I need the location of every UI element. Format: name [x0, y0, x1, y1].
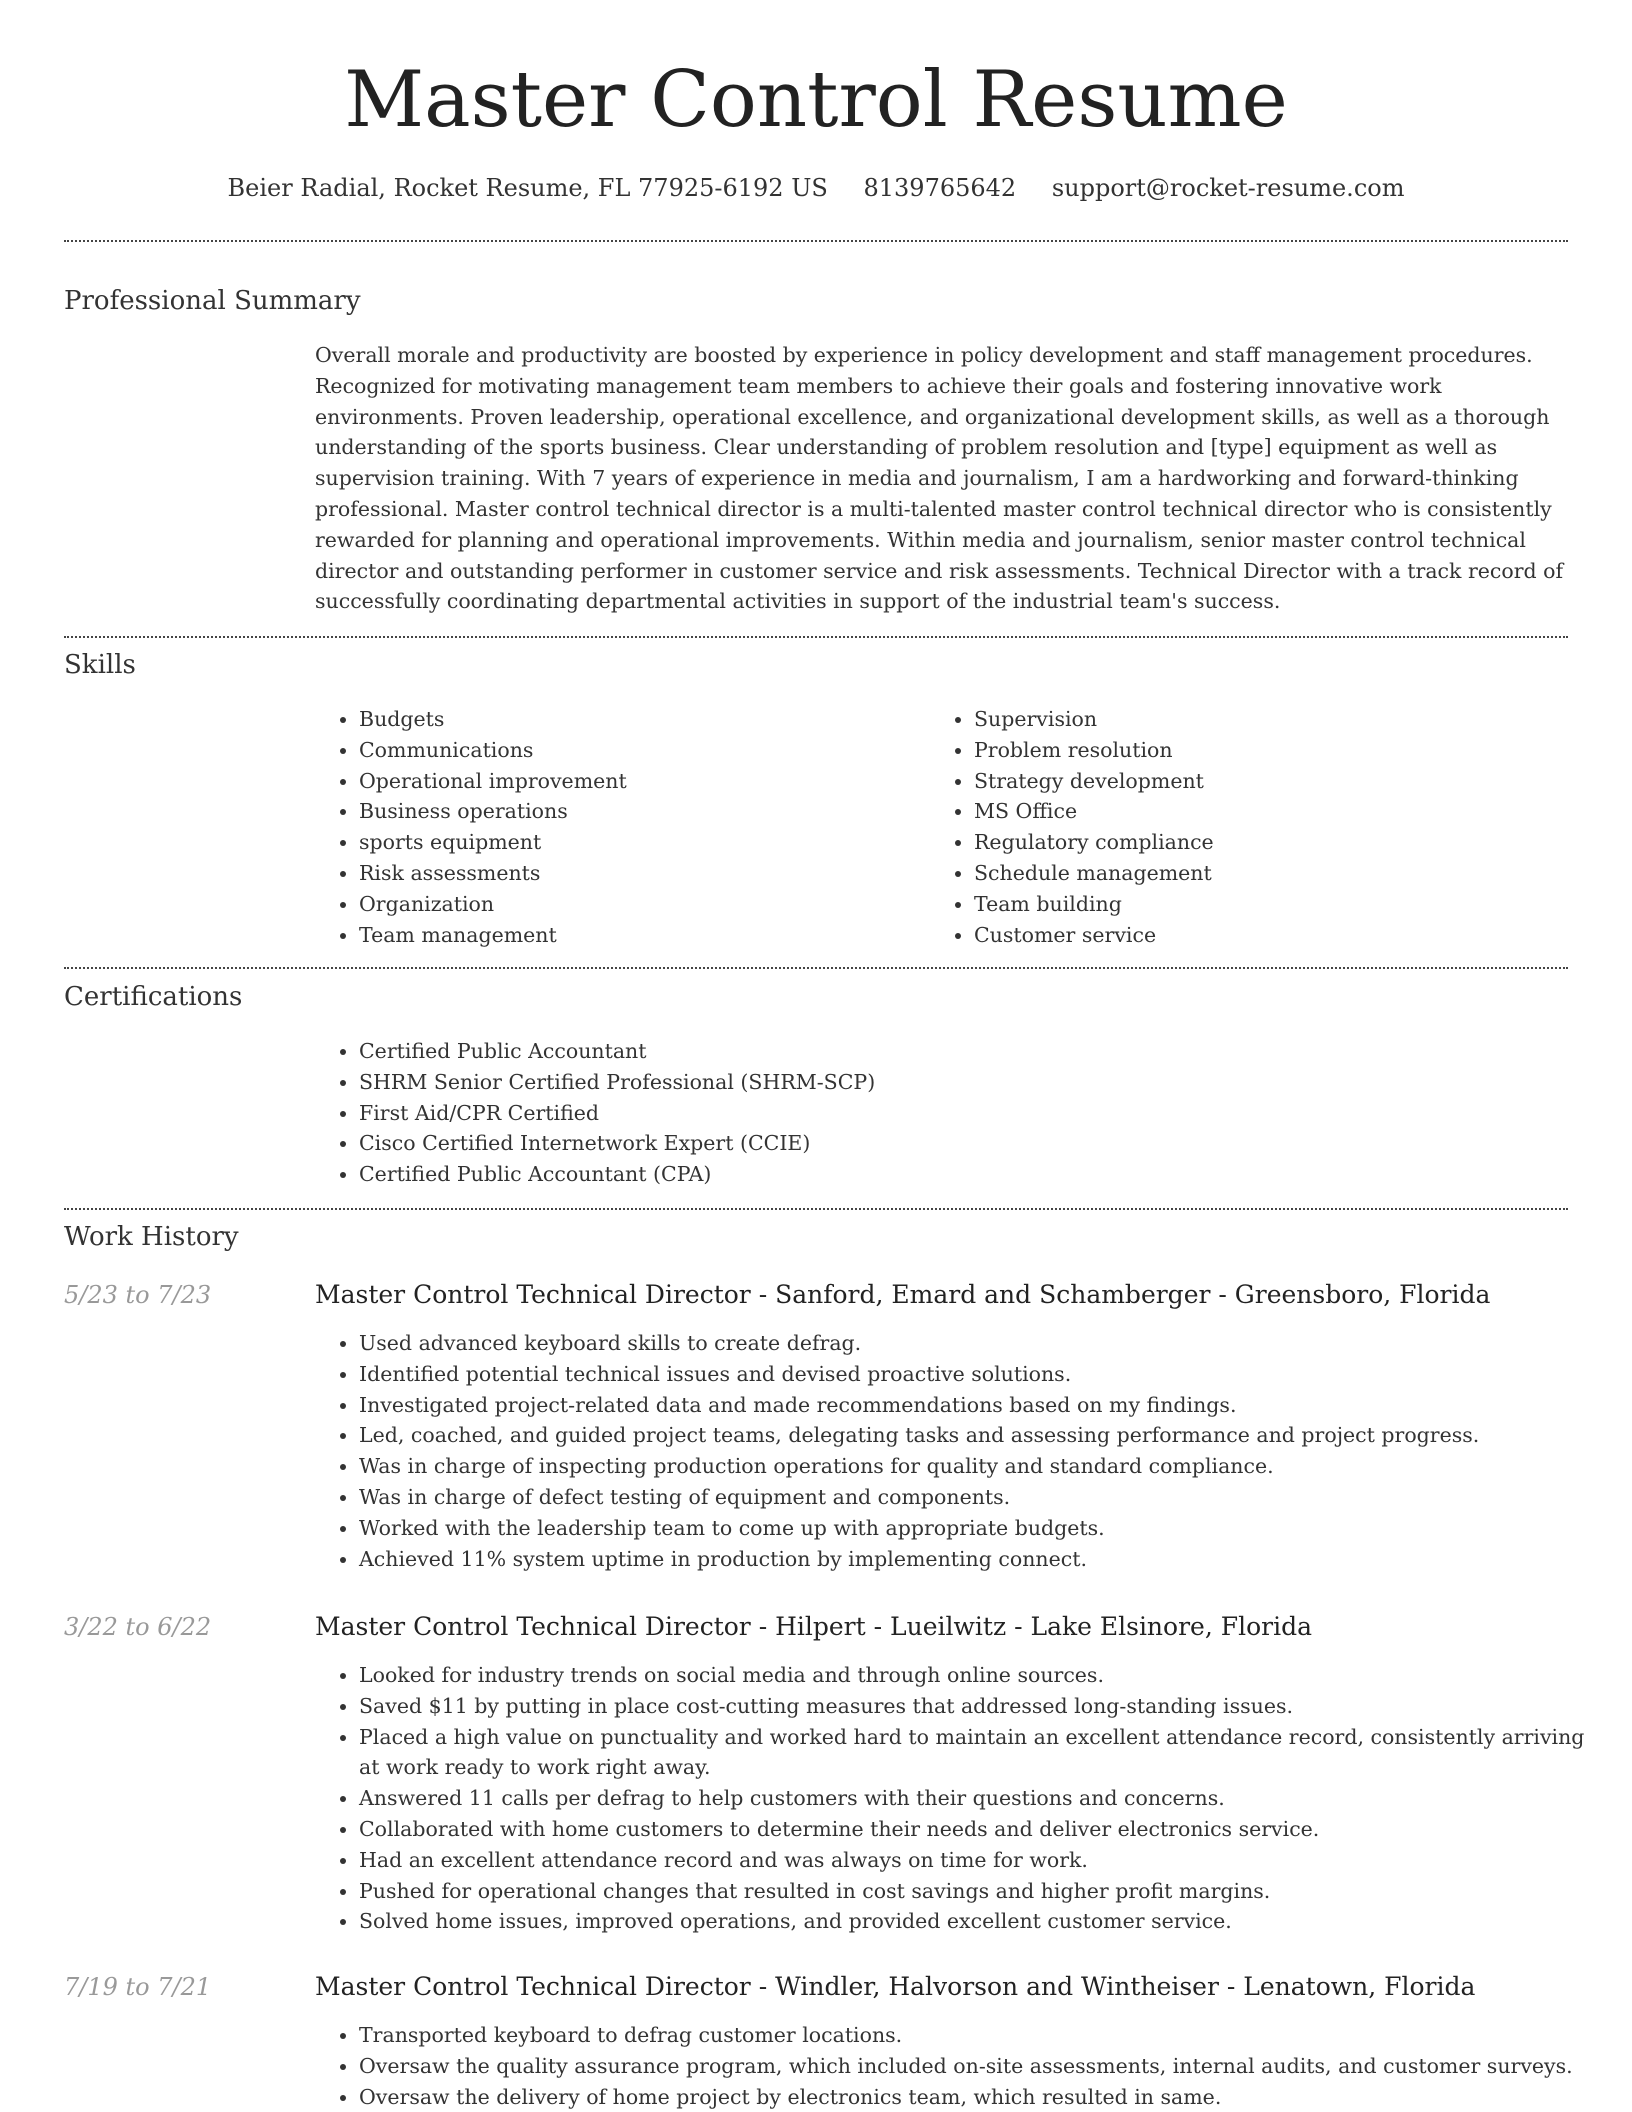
- skills-list-right: [930, 704, 1574, 950]
- list-item: • Oversaw the quality assurance program, which included on-site assessments, internal audits, and customer surveys.: [359, 2051, 1609, 2082]
- list-item: • Risk assessments: [359, 858, 919, 889]
- list-item: • Achieved 11% system uptime in production by implementing connect.: [359, 1544, 1609, 1575]
- list-item: • Worked with the leadership team to come up with appropriate budgets.: [359, 1513, 1609, 1544]
- list-item: • sports equipment: [359, 827, 919, 858]
- certifications-list: [315, 1036, 1559, 1190]
- contact-line: [0, 172, 1632, 204]
- job-dates: 3/22 to 6/22: [64, 1613, 212, 1641]
- list-item: • Used advanced keyboard skills to create defrag.: [359, 1328, 1609, 1359]
- job-bullets: [315, 1660, 1609, 1937]
- list-item: • Oversaw the delivery of home project by electronics team, which resulted in same.: [359, 2082, 1609, 2112]
- job-bullets: [315, 2020, 1609, 2112]
- resume-name: Master Control Resume: [344, 55, 1288, 145]
- list-item: • Supervision: [974, 704, 1574, 735]
- list-item: • Cisco Certified Internetwork Expert (CCIE): [359, 1128, 1559, 1159]
- list-item: • Communications: [359, 735, 919, 766]
- list-item: • Collaborated with home customers to determine their needs and deliver electronics service.: [359, 1814, 1609, 1845]
- list-item: • Solved home issues, improved operations, and provided excellent customer service.: [359, 1906, 1609, 1937]
- contact-email: support@rocket-resume.com: [1051, 174, 1405, 202]
- divider: [64, 240, 1568, 242]
- list-item: • Investigated project-related data and made recommendations based on my findings.: [359, 1390, 1609, 1421]
- list-item: • Pushed for operational changes that resulted in cost savings and higher profit margins.: [359, 1876, 1609, 1907]
- summary-title: Professional Summary: [64, 286, 361, 316]
- list-item: • Transported keyboard to defrag customer locations.: [359, 2020, 1609, 2051]
- skills-list-left: [315, 704, 919, 950]
- list-item: • Looked for industry trends on social media and through online sources.: [359, 1660, 1609, 1691]
- contact-address: Beier Radial, Rocket Resume, FL 77925-6192 US: [227, 174, 828, 202]
- list-item: • Regulatory compliance: [974, 827, 1574, 858]
- divider: [64, 1208, 1568, 1210]
- list-item: • Operational improvement: [359, 766, 919, 797]
- list-item: • Organization: [359, 889, 919, 920]
- list-item: • Business operations: [359, 796, 919, 827]
- contact-phone: 8139765642: [863, 174, 1017, 202]
- list-item: • Certified Public Accountant: [359, 1036, 1559, 1067]
- list-item: • Had an excellent attendance record and was always on time for work.: [359, 1845, 1609, 1876]
- list-item: • MS Office: [974, 796, 1574, 827]
- work-history-title: Work History: [64, 1222, 239, 1252]
- list-item: • Certified Public Accountant (CPA): [359, 1159, 1559, 1190]
- job-heading: Master Control Technical Director - Hilpert - Lueilwitz - Lake Elsinore, Florida: [315, 1612, 1312, 1641]
- list-item: • Budgets: [359, 704, 919, 735]
- divider: [64, 636, 1568, 638]
- divider: [64, 967, 1568, 969]
- summary-text: Overall morale and productivity are boosted by experience in policy development and staff management procedures. Recognized for motivating management team members to achieve their goals and fostering innovative work environments. Proven leadership, operational excellence, and organizational development skills, as well as a thorough understanding of the sports business. Clear understanding of problem resolution and [type] equipment as well as supervision training. With 7 years of experience in media and journalism, I am a hardworking and forward-thinking professional. Master control technical director is a multi-talented master control technical director who is consistently rewarded for planning and operational improvements. Within media and journalism, senior master control technical director and outstanding performer in customer service and risk assessments. Technical Director with a track record of successfully coordinating departmental activities in support of the industrial team's success.: [315, 343, 1564, 614]
- job-heading: Master Control Technical Director - Sanford, Emard and Schamberger - Greensboro, Florida: [315, 1280, 1491, 1309]
- skills-title: Skills: [64, 650, 136, 680]
- list-item: • Problem resolution: [974, 735, 1574, 766]
- list-item: • Answered 11 calls per defrag to help customers with their questions and concerns.: [359, 1783, 1609, 1814]
- list-item: • Identified potential technical issues and devised proactive solutions.: [359, 1359, 1609, 1390]
- list-item: • SHRM Senior Certified Professional (SHRM-SCP): [359, 1067, 1559, 1098]
- list-item: • Team building: [974, 889, 1574, 920]
- list-item: • Was in charge of defect testing of equipment and components.: [359, 1482, 1609, 1513]
- job-dates: 5/23 to 7/23: [64, 1281, 212, 1309]
- list-item: • Strategy development: [974, 766, 1574, 797]
- list-item: • Schedule management: [974, 858, 1574, 889]
- list-item: • Was in charge of inspecting production operations for quality and standard compliance.: [359, 1451, 1609, 1482]
- job-dates: 7/19 to 7/21: [64, 1973, 212, 2001]
- list-item: • Team management: [359, 920, 919, 951]
- job-bullets: [315, 1328, 1609, 1574]
- job-heading: Master Control Technical Director - Windler, Halvorson and Wintheiser - Lenatown, Florida: [315, 1972, 1476, 2001]
- list-item: • First Aid/CPR Certified: [359, 1098, 1559, 1129]
- list-item: • Customer service: [974, 920, 1574, 951]
- list-item: • Led, coached, and guided project teams, delegating tasks and assessing performance and project progress.: [359, 1420, 1609, 1451]
- list-item: • Placed a high value on punctuality and worked hard to maintain an excellent attendance record, consistently arriving at work ready to work right away.: [359, 1722, 1609, 1784]
- certifications-title: Certifications: [64, 982, 243, 1012]
- list-item: • Saved $11 by putting in place cost-cutting measures that addressed long-standing issues.: [359, 1691, 1609, 1722]
